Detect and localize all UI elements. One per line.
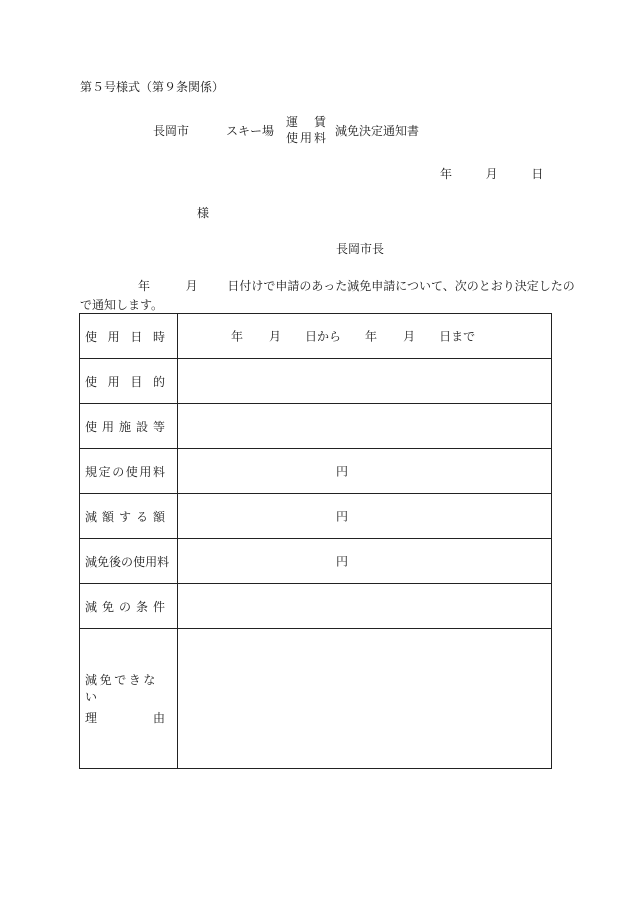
table-row (80, 494, 552, 539)
addressee-honorific: 様 (197, 206, 210, 220)
date-month: 月 (485, 167, 498, 181)
issuer-name: 長岡市長 (336, 242, 385, 256)
row-label-usage-datetime: 使 用 日 時 (80, 314, 178, 359)
table-row (80, 539, 552, 584)
row-label-facility: 使 用 施 設 等 (80, 404, 178, 449)
table-row (80, 584, 552, 629)
fee-after-reduction-field[interactable] (178, 539, 552, 584)
date-year: 年 (440, 167, 453, 181)
title-facility: スキー場 (226, 124, 275, 138)
table-row (80, 629, 552, 769)
reduction-conditions-field[interactable] (178, 584, 552, 629)
facility-field[interactable] (178, 404, 552, 449)
reduction-amount-field[interactable] (178, 494, 552, 539)
row-label-usage-purpose: 使 用 目 的 (80, 359, 178, 404)
title-stacked-char: 料 (313, 131, 326, 145)
title-stacked-fee-type (286, 116, 326, 144)
intro-year: 年 (138, 279, 151, 293)
title-stacked-char: 賃 (313, 115, 326, 129)
details-table (79, 313, 552, 769)
usage-purpose-field[interactable] (178, 359, 552, 404)
intro-body: 日付けで申請のあった減免申請について、次のとおり決定したの (227, 279, 575, 293)
intro-month: 月 (185, 279, 198, 293)
form-number-label: 第５号様式（第９条関係） (80, 80, 225, 94)
denial-reason-field[interactable] (178, 629, 552, 769)
yen-unit: 円 (336, 464, 349, 479)
row-label-standard-fee: 規 定 の 使 用 料 (80, 449, 178, 494)
row-label-fee-after-reduction: 減 免 後 の 使 用 料 (80, 539, 178, 584)
yen-unit: 円 (336, 509, 349, 524)
date-range: 年 月 日から 年 月 日まで (231, 329, 476, 344)
title-city: 長岡市 (153, 124, 190, 138)
table-row (80, 404, 552, 449)
title-document-name: 減免決定通知書 (335, 124, 420, 138)
title-stacked-char: 使 (286, 131, 299, 145)
title-stacked-char: 運 (286, 115, 299, 129)
date-day: 日 (531, 167, 544, 181)
intro-text (138, 280, 575, 292)
yen-unit: 円 (336, 554, 349, 569)
usage-datetime-field[interactable] (178, 314, 552, 359)
standard-fee-field[interactable] (178, 449, 552, 494)
row-label-denial-reason: 減免できない 理 由 (80, 629, 178, 769)
table-row (80, 449, 552, 494)
issue-date (440, 168, 543, 180)
title-stacked-char: 用 (299, 131, 312, 145)
intro-continuation: で通知します。 (80, 298, 164, 312)
row-label-reduction-amount: 減 額 す る 額 (80, 494, 178, 539)
table-row (80, 359, 552, 404)
row-label-reduction-conditions: 減 免 の 条 件 (80, 584, 178, 629)
table-row (80, 314, 552, 359)
